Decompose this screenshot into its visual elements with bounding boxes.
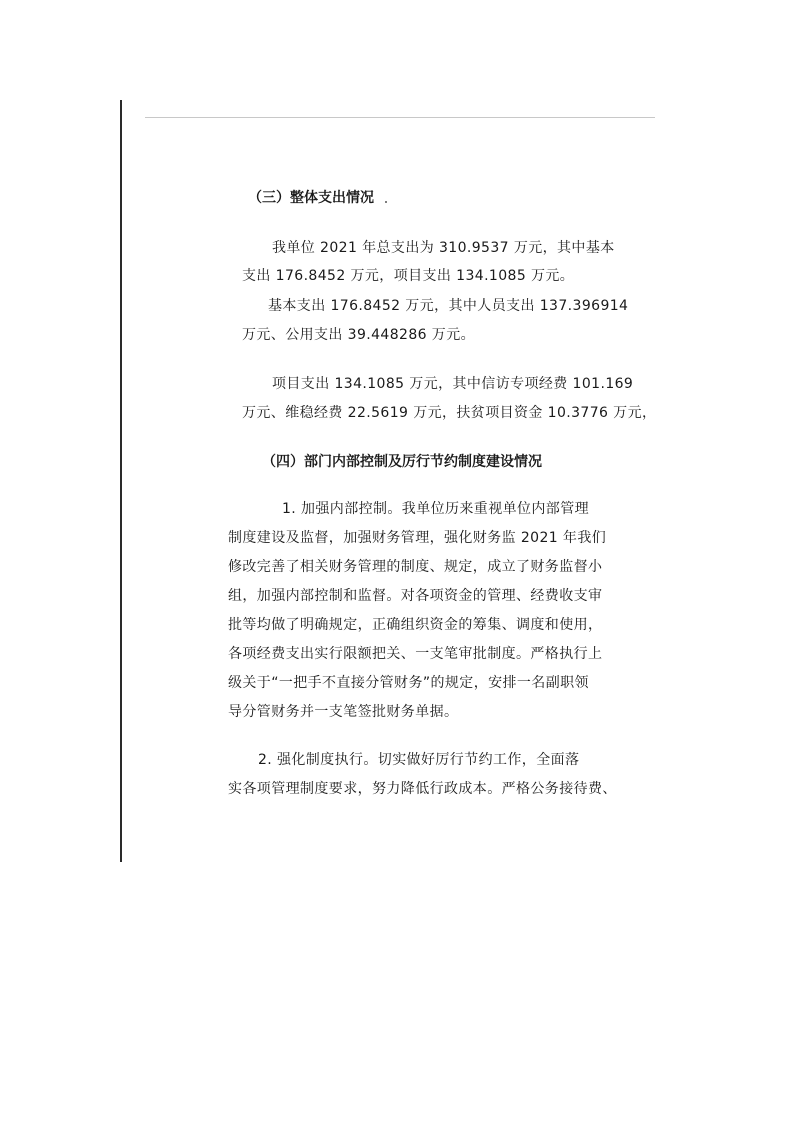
scan-speck: [385, 201, 387, 203]
section3-heading: （三）整体支出情况: [248, 190, 374, 206]
section4-p1-line2: 制度建设及监督，加强财务管理，强化财务监 2021 年我们: [228, 530, 607, 546]
section4-heading: （四）部门内部控制及厉行节约制度建设情况: [262, 454, 542, 470]
section3-p1-line2: 支出 176.8452 万元，项目支出 134.1085 万元。: [242, 268, 575, 284]
page-left-border: [120, 100, 122, 862]
section3-p2-line2: 万元、公用支出 39.448286 万元。: [242, 327, 476, 343]
section3-p2-line1: 基本支出 176.8452 万元，其中人员支出 137.396914: [268, 298, 629, 314]
page-top-rule: [145, 117, 655, 118]
section4-p2-line2: 实各项管理制度要求，努力降低行政成本。严格公务接待费、: [228, 781, 617, 797]
section4-p1-line8: 导分管财务并一支笔签批财务单据。: [228, 704, 459, 720]
section3-p3-line1: 项目支出 134.1085 万元，其中信访专项经费 101.169: [272, 376, 634, 392]
section4-p1-line5: 批等均做了明确规定，正确组织资金的筹集、调度和使用，: [228, 617, 603, 633]
section4-p1-line4: 组，加强内部控制和监督。对各项资金的管理、经费收支审: [228, 588, 603, 604]
section4-p2-line1: 2. 强化制度执行。切实做好厉行节约工作，全面落: [258, 752, 580, 768]
section4-p1-line7: 级关于“一把手不直接分管财务”的规定，安排一名副职领: [228, 675, 589, 691]
section4-p1-line3: 修改完善了相关财务管理的制度、规定，成立了财务监督小: [228, 559, 603, 575]
section3-p3-line2: 万元、维稳经费 22.5619 万元，扶贫项目资金 10.3776 万元，: [242, 405, 657, 421]
section4-p1-line6: 各项经费支出实行限额把关、一支笔审批制度。严格执行上: [228, 646, 603, 662]
section3-p1-line1: 我单位 2021 年总支出为 310.9537 万元，其中基本: [272, 240, 615, 256]
section4-p1-line1: 1. 加强内部控制。我单位历来重视单位内部管理: [282, 501, 590, 517]
